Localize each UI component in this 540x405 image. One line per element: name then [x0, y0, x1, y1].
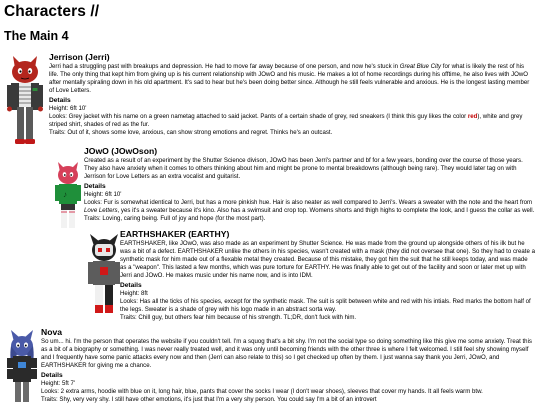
- character-description: Created as a result of an experiment by the Shutter Science divison, JOwO has been Jerri's partner and bf for a few years, bonding over the course of those years. They also have anxiety when it comes to others thinking about him and might be prone to mental breakdowns (although being rare). They would later tag on with Jerrison for Love Letters as an extra vocalist and guitarist.: [84, 157, 523, 181]
- character-looks: Looks: Has all the ticks of his species, except for the synthetic mask. The suit is split between white and red with his intials. Red marks the bottom half of the legs. Sweater is a shade of grey with his logo made in an abstract sorta way.: [120, 298, 531, 314]
- page-title: Characters //: [4, 3, 100, 20]
- character-height: Height: 8ft: [120, 290, 148, 298]
- character-description: So um... hi. I'm the person that operates the website if you couldn't tell. I'm a squog that's a bit shy. I'm not the social type so doing something like this give me some anxiety. Treat this as a bit of a biography or something. I was never really treated well, and it was only until becoming friends with the other three is where I felt welcomed. I still feel shy showing myself and I frequently have some panic attacks every now and then (Jerri can also relate to this) so I get checked up often by them. I just wanna say thank you Jerri, JOwO, and EARTHSHAKER for giving me a chance.: [41, 338, 532, 370]
- details-heading: Details: [84, 183, 106, 191]
- section-title: The Main 4: [4, 29, 69, 43]
- details-heading: Details: [41, 372, 63, 380]
- details-heading: Details: [49, 97, 71, 105]
- earthshaker-portrait: [86, 232, 122, 318]
- character-description: Jerri had a struggling past with breakups and depression. He had to move far away because of one person, and now he's stuck in Great Blue City for what is likely the rest of his life. The only thing that kept him from giving up is his current relationship with JOwO and his music. He makes a lot of home recordings during his offtime, he also lives with JOwO after mentally spiraling down in his old apartment. It's sad to hear but he's been doing better since. Although he still feels vulnerable and anxious. He is the longest lasting member of Love Letters.: [49, 63, 530, 95]
- character-traits: Traits: Out of it, shows some love, anxious, can show strong emotions and regret. Thinks he's an outcast.: [49, 129, 333, 137]
- character-name: JOwO (JOwOson): [84, 146, 158, 156]
- character-traits: Traits: Chill guy, but others fear him because of his strength. TL;DR, don't fuck with him.: [120, 314, 357, 322]
- character-traits: Traits: Loving, caring being. Full of joy and hope (for the most part).: [84, 215, 266, 223]
- character-entry-nova: [41, 327, 535, 404]
- character-entry-earthshaker: [120, 229, 535, 322]
- jowo-portrait: [53, 160, 83, 232]
- details-heading: Details: [120, 282, 142, 290]
- jerri-portrait: [5, 52, 45, 148]
- character-name: Jerrison (Jerri): [49, 52, 110, 62]
- character-height: Height: 6ft 10': [84, 191, 122, 199]
- character-name: Nova: [41, 327, 63, 337]
- character-entry-jerri: [49, 52, 535, 137]
- character-looks: Looks: 2 extra arms, hoodie with blue on it, long hair, blue, pants that cover the socks I wear (I don't wear shoes), sleeves that cover my hands. It all feels warm btw.: [41, 388, 483, 396]
- character-description: EARTHSHAKER, like JOwO, was also made as an experiment by Shutter Science. He was made from the ground up alongside others of his ilk but he was a bit of a defect. EARTHSHAKER unlike the others in his species, wasn't created with a mask (they did not oversee that one). So they had to create a synthetic mask for him made out of a flexable metal they created. Because of this mistake, they got him the suit that he still keeps today, and was made as a "weapon". This lasted a few months, which was pure torture for EARTHY. He was finally able to get out of the facility and soon or later met up with Jerri and JOwO. He makes music under his name now, and is into IDM.: [120, 240, 535, 280]
- character-traits: Traits: Shy, very very shy. I still have other emotions, it's just that I'm a very shy person. You could say I'm a bit of an introvert: [41, 396, 377, 404]
- character-looks: Looks: Grey jacket with his name on a green nametag attached to said jacket. Pants of a certain shade of grey, red sneakers (I think this guy likes the color red), white and grey striped shirt, shades of red as the fur.: [49, 113, 523, 129]
- character-height: Height: 6ft 10': [49, 105, 87, 113]
- character-name: EARTHSHAKER (EARTHY): [120, 229, 230, 239]
- character-entry-jowo: [84, 146, 535, 223]
- character-looks: Looks: Fur is somewhat identical to Jerri, but has a more pinkish hue. Hair is also neater as well compared to Jerri's. Wears a sweater with the note and the heart from Love Letters, yes it's a sweater because it's kino. Also has a swimsuit and crop top. Womens shorts and thigh highs to complete the look, and I guess the collar as well.: [84, 199, 535, 215]
- character-height: Height: 5ft 7': [41, 380, 76, 388]
- svg-text:♪: ♪: [63, 190, 67, 199]
- nova-portrait: [5, 328, 39, 405]
